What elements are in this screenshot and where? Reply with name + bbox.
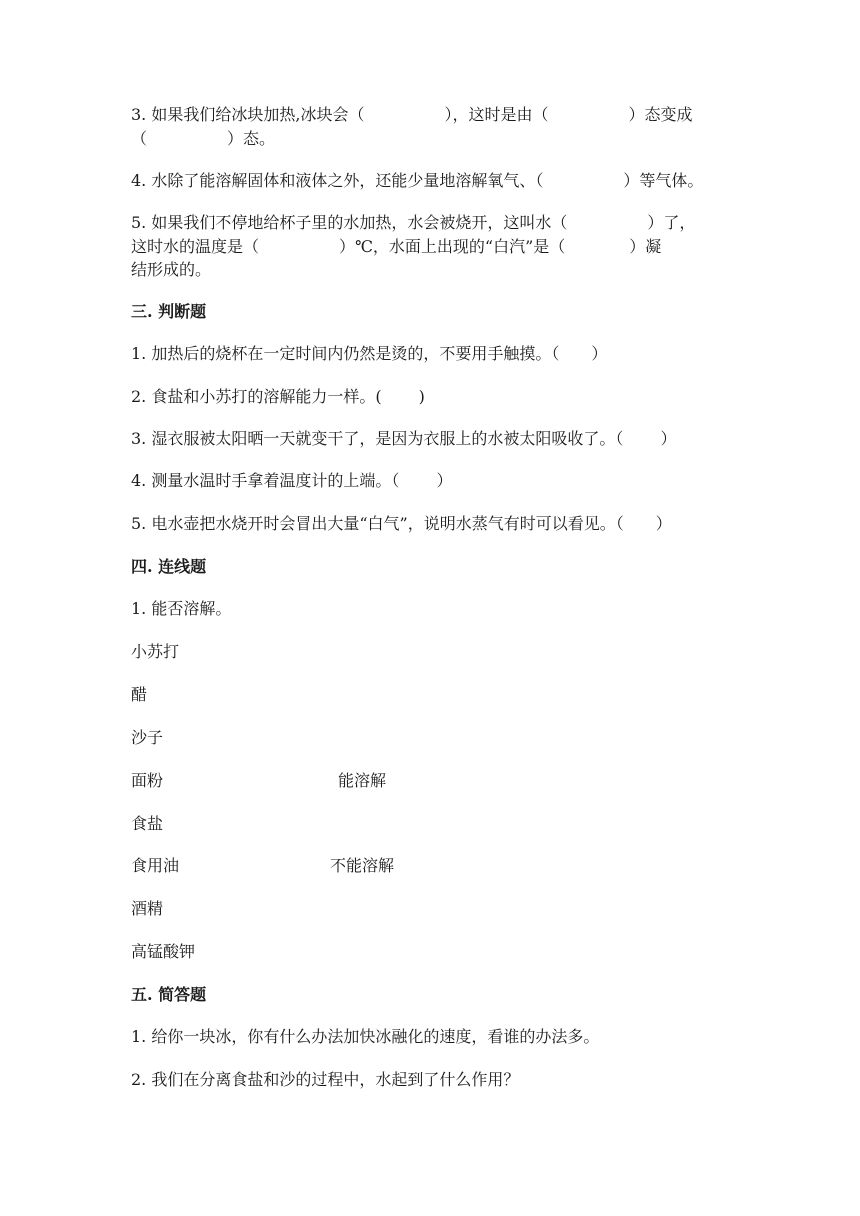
matching-right-item-insoluble: 不能溶解 [330, 856, 395, 875]
matching-right-item-dissolvable: 能溶解 [338, 771, 387, 790]
matching-left-item: 酒精 [131, 899, 164, 918]
matching-left-item: 食用油 [131, 856, 180, 875]
matching-left-item: 高锰酸钾 [131, 942, 196, 961]
judgment-item: 5. 电水壶把水烧开时会冒出大量“白气”，说明水蒸气有时可以看见。（ ） [131, 514, 672, 533]
matching-left-item: 醋 [131, 685, 148, 704]
matching-left-item: 面粉 [131, 771, 164, 790]
judgment-item: 1. 加热后的烧杯在一定时间内仍然是烫的，不要用手触摸。（ ） [131, 344, 608, 363]
fill-in-q4: 4. 水除了能溶解固体和液体之外，还能少量地溶解氧气、（ ）等气体。 [131, 171, 704, 190]
matching-left-item: 沙子 [131, 728, 164, 747]
judgment-item: 2. 食盐和小苏打的溶解能力一样。( ) [131, 387, 425, 406]
section-title-judgment: 三. 判断题 [131, 302, 207, 321]
matching-left-item: 小苏打 [131, 642, 180, 661]
section-title-short-answer: 五. 简答题 [131, 985, 207, 1004]
fill-in-q5-line3: 结形成的。 [131, 260, 212, 279]
fill-in-q3-line1: 3. 如果我们给冰块加热,冰块会（ ），这时是由（ ）态变成 [131, 105, 693, 124]
short-answer-item: 2. 我们在分离食盐和沙的过程中，水起到了什么作用？ [131, 1070, 520, 1089]
section-title-matching: 四. 连线题 [131, 557, 207, 576]
judgment-item: 3. 湿衣服被太阳晒一天就变干了，是因为衣服上的水被太阳吸收了。（ ） [131, 429, 677, 448]
fill-in-q5-line1: 5. 如果我们不停地给杯子里的水加热，水会被烧开，这叫水（ ）了， [131, 213, 696, 232]
matching-question: 1. 能否溶解。 [131, 599, 232, 618]
short-answer-item: 1. 给你一块冰，你有什么办法加快冰融化的速度，看谁的办法多。 [131, 1027, 600, 1046]
fill-in-q3-line2: （ ）态。 [131, 129, 276, 148]
judgment-item: 4. 测量水温时手拿着温度计的上端。（ ） [131, 471, 453, 490]
fill-in-q5-line2: 这时水的温度是（ ）℃，水面上出现的“白汽”是（ ）凝 [131, 237, 662, 256]
matching-left-item: 食盐 [131, 814, 164, 833]
